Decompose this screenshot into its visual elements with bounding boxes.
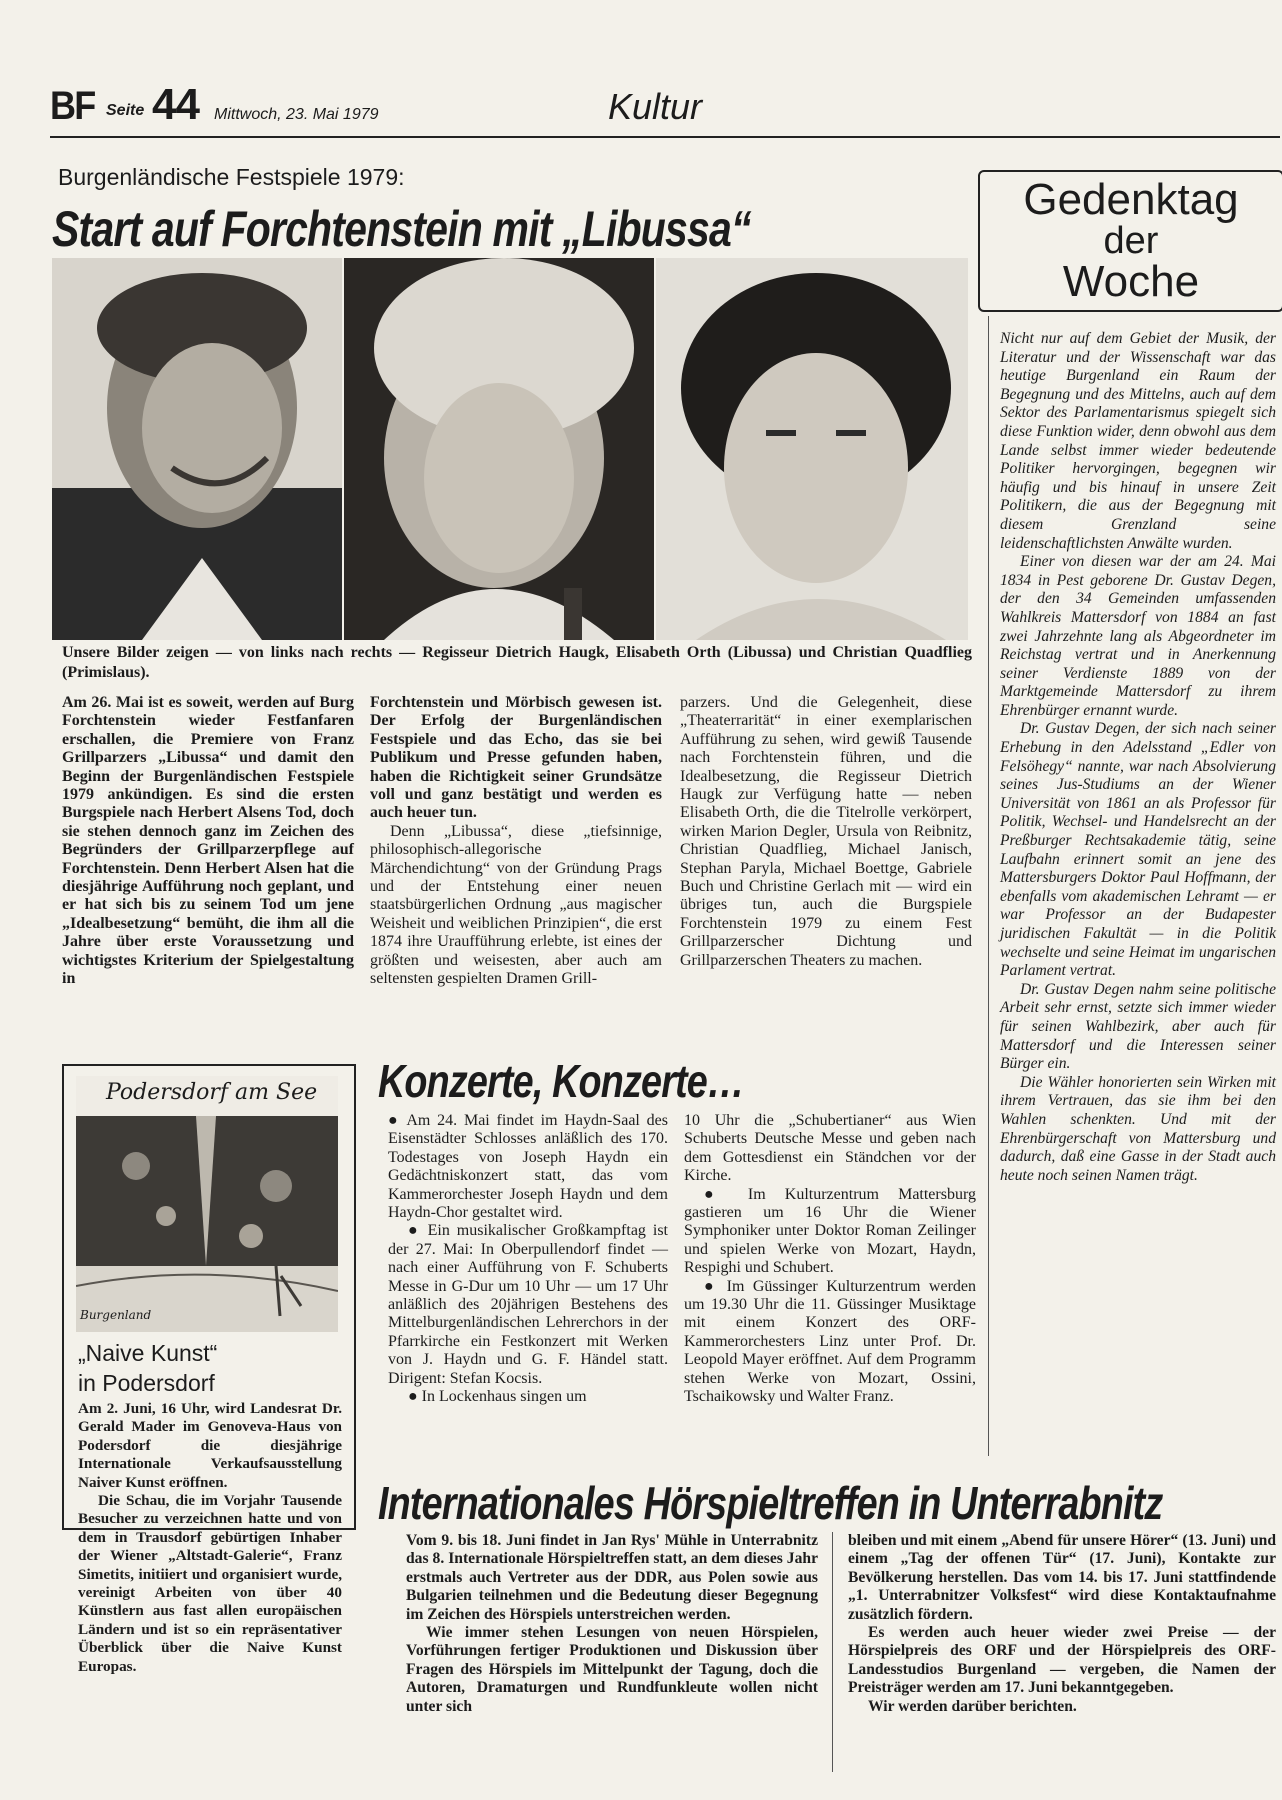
naive-kunst-title-line: „Naive Kunst“ — [78, 1340, 218, 1366]
naive-kunst-title — [78, 1338, 217, 1398]
naive-kunst-paragraph: Am 2. Juni, 16 Uhr, wird Landesrat Dr. Gerald Mader im Genoveva-Haus von Podersdorf die diesjährige Internationale Verkaufsausstellung Naiver Kunst eröffnen. — [78, 1400, 342, 1491]
konzerte-paragraph: ● In Lockenhaus singen um — [408, 1388, 587, 1406]
gedenktag-text — [1000, 330, 1276, 1185]
gedenktag-title-line: Gedenktag — [1023, 175, 1239, 224]
hoerspiel-paragraph: Es werden auch heuer wieder zwei Preise — der Hörspielpreis des ORF und der Hörspielpreis des ORF-Landesstudios Burgenland — vergeben, die Namen der Preisträger werden am 17. Juni bekanntgegeben. — [848, 1624, 1276, 1697]
lead-kicker: Burgenländische Festspiele 1979: — [58, 164, 405, 190]
gedenktag-title-box — [978, 170, 1282, 312]
photo-actor — [656, 258, 968, 640]
lead-column-2 — [370, 694, 662, 989]
lead-paragraph: Am 26. Mai ist es soweit, werden auf Burg Forchtenstein wieder Festfanfaren erschallen, die Premiere von Franz Grillparzers „Libussa“ und damit den Beginn der Burgenländischen Festspiele 1979 ankündigen. Es sind die ersten Burgspiele nach Herbert Alsens Tod, doch sie stehen dennoch ganz im Zeichen des Begründers der Grillparzerpflege auf Forchtenstein. Denn Herbert Alsen hat die diesjährige Aufführung noch geplant, und er hat sich bis zu seinem Tod um jene „Idealbesetzung“ bemüht, die ihm all die Jahre über erste Voraussetzung und wichtigstes Kriterium der Spielgestaltung in — [62, 694, 354, 988]
konzerte-paragraph: ● Am 24. Mai findet im Haydn-Saal des Eisenstädter Schlosses anläßlich des 170. Todestages von Joseph Haydn ein Gedächtniskonzert statt, das vom Kammerorchester Joseph Haydn und dem Haydn-Chor gestaltet wird. — [388, 1112, 668, 1222]
page-label: Seite — [106, 102, 145, 119]
photo-caption: Unsere Bilder zeigen — von links nach rechts — Regisseur Dietrich Haugk, Elisabeth Orth (Libussa) und Christian Quadflieg (Primislaus). — [62, 644, 972, 681]
column-divider — [832, 1532, 833, 1772]
gedenktag-title-line: Woche — [1062, 257, 1200, 306]
painting-signature: Burgenland — [80, 1308, 152, 1322]
hoerspiel-column-2 — [848, 1532, 1276, 1716]
hoerspiel-paragraph: bleiben und mit einem „Abend für unsere Hörer“ (13. Juni) und einem „Tag der offenen Tür“ (17. Juni), Kontakte zur Bevölkerung herstellen. Das vom 14. bis 17. Juni stattfindende „1. Unterrabnitzer Volksfest“ wird diese Kontaktaufnahme zusätzlich fördern. — [848, 1532, 1276, 1623]
lead-column-3 — [680, 694, 972, 970]
section-title: Kultur — [608, 86, 703, 127]
column-divider — [988, 316, 989, 1456]
lead-paragraph: Denn „Libussa“, diese „tiefsinnige, philosophisch-allegorische Märchendichtung“ von der Gründung Prags und der Entstehung einer neuen staatsbürgerlichen Ordnung „aus magischer Weisheit und weiblichen Prinzipien“, die erst 1874 ihre Uraufführung erlebte, ist eines der größten und weisesten, aber auch am seltensten gespielten Dramen Grill- — [370, 822, 662, 988]
masthead-rule — [50, 136, 1280, 138]
photo-actress — [344, 258, 654, 640]
konzerte-column-1 — [388, 1112, 668, 1407]
konzerte-paragraph: ● Im Güssinger Kulturzentrum werden um 19.30 Uhr die 11. Güssinger Musiktage mit einem Konzert des ORF-Kammerorchesters Linz unter Prof. Dr. Leopold Mayer eröffnet. Auf dem Programm stehen Werke von Mozart, Ossini, Tschaikowsky und Walter Franz. — [684, 1277, 976, 1406]
konzerte-paragraph: ● Im Kulturzentrum Mattersburg gastieren um 16 Uhr die Wiener Symphoniker unter Doktor Roman Zeilinger und spielen Werke von Mozart, Haydn, Respighi und Schubert. — [684, 1185, 976, 1277]
hoerspiel-paragraph: Wie immer stehen Lesungen von neuen Hörspielen, Vorführungen fertiger Produktionen und Diskussion über Fragen des Hörspiels im Mittelpunkt der Tagung, doch die Autoren, Dramaturgen und Rundfunkleute wollen nicht unter sich — [406, 1624, 818, 1715]
hoerspiel-column-1 — [406, 1532, 818, 1716]
page-number: 44 — [152, 80, 199, 129]
gedenktag-paragraph: Einer von diesen war der am 24. Mai 1834 in Pest geborene Dr. Gustav Degen, der den 34 Gemeinden umfassenden Wahlkreis Mattersdorf von 1884 an fast zwei Jahrzehnte lang als Abgeordneter im Reichstag vertrat und in Anerkennung seiner Verdienste 1889 von der Marktgemeinde Mattersdorf zu ihrem Ehrenbürger ernannt wurde. — [1000, 553, 1276, 719]
konzerte-headline: Konzerte, Konzerte… — [378, 1055, 744, 1107]
naive-kunst-title-line: in Podersdorf — [78, 1370, 215, 1396]
lead-paragraph: Forchtenstein und Mörbisch gewesen ist. Der Erfolg der Burgenländischen Festspiele und das Echo, das sie bei Publikum und Presse gefunden haben, haben die Richtigkeit seiner Grundsätze voll und ganz bestätigt und werden es auch heuer tun. — [370, 694, 662, 822]
painting-title: Podersdorf am See — [106, 1080, 318, 1105]
konzerte-column-2 — [684, 1112, 976, 1407]
hoerspiel-paragraph: Vom 9. bis 18. Juni findet in Jan Rys' Mühle in Unterrabnitz das 8. Internationale Hörspieltreffen statt, an dem dieses Jahr erstmals auch Vertreter aus der DDR, aus Polen sowie aus Bulgarien teilnehmen und die Bedeutung dieser Begegnung im Zeichen des Hörspiels unterstreichen werden. — [406, 1532, 818, 1623]
photo-director — [52, 258, 342, 640]
issue-date: Mittwoch, 23. Mai 1979 — [214, 106, 379, 123]
gedenktag-paragraph: Die Wähler honorierten sein Wirken mit ihrem Vertrauen, das sie ihm bei den Wahlen schenkten. Und mit der Ehrenbürgerschaft von Mattersburg und dadurch, daß eine Gasse in der Stadt auch heute noch seinen Namen trägt. — [1000, 1073, 1276, 1184]
gedenktag-paragraph: Dr. Gustav Degen, der sich nach seiner Erhebung in den Adelsstand „Edler von Felsöhegy“ nannte, war nach Absolvierung seines Jus-Studiums an der Wiener Universität von 1861 an als Professor für Politik, Wechsel- und Handelsrecht an der Preßburger Rechtsakademie tätig, seine Laufbahn erinnert somit an jene des Mattersburgers Doktor Paul Hoffmann, der ebenfalls vom akademischen Lehramt — er war Professor an der Budapester juridischen Fakultät — in die Politik wechselte und seine Heimat im ungarischen Parlament vertrat. — [1000, 720, 1276, 980]
hoerspiel-headline: Internationales Hörspieltreffen in Unterrabnitz — [378, 1477, 1163, 1529]
podersdorf-painting — [76, 1076, 338, 1332]
lead-headline: Start auf Forchtenstein mit „Libussa“ — [52, 201, 751, 257]
gedenktag-title-line: der — [1103, 220, 1159, 262]
lead-paragraph: parzers. Und die Gelegenheit, diese „Theaterrarität“ in einer exemplarischen Aufführung zu sehen, wird gewiß Tausende nach Forchtenstein führen, und die Idealbesetzung, die Regisseur Dietrich Haugk zur Verfügung hatte — neben Elisabeth Orth, die die Titelrolle verkörpert, wirken Marion Degler, Ursula von Reibnitz, Christian Quadflieg, Michael Janisch, Stephan Paryla, Michael Boettge, Gabriele Buch und Christine Gerlach mit — wird ein übriges tun, auch die Burgspiele Forchtenstein 1979 zu einem Fest Grillparzerscher Dichtung und Grillparzerschen Theaters zu machen. — [680, 694, 972, 969]
gedenktag-paragraph: Nicht nur auf dem Gebiet der Musik, der Literatur und der Wissenschaft war das heutige Burgenland ein Raum der Begegnung und des Mittelns, auch auf dem Sektor des Parlamentarismus spiegelt sich diese Funktion wider, denn obwohl aus dem Lande selbst immer wieder bedeutende Politiker hervorgingen, begegnen wir häufig und bis hinauf in unsere Zeit Politikern, die aus der Begegnung mit diesem Grenzland seine leidenschaftlichsten Anwälte wurden. — [1000, 330, 1276, 552]
gedenktag-paragraph: Dr. Gustav Degen nahm seine politische Arbeit sehr ernst, setzte sich immer wieder für seinen Wahlbezirk, aber auch für Mattersdorf und die Interessen seiner Bürger ein. — [1000, 980, 1276, 1073]
newspaper-logo: BF — [50, 84, 95, 128]
lead-column-1 — [62, 694, 354, 989]
naive-kunst-text — [78, 1400, 342, 1676]
hoerspiel-paragraph: Wir werden darüber berichten. — [868, 1697, 1077, 1715]
konzerte-paragraph: ● Ein musikalischer Großkampftag ist der 27. Mai: In Oberpullendorf findet — nach einer Aufführung von F. Schuberts Messe in G-Dur um 10 Uhr — um 17 Uhr anläßlich des 20jährigen Bestehens des Mittelburgenländischen Lehrerchors in der Pfarrkirche ein Festkonzert mit Werken von J. Haydn und G. F. Händel statt. Dirigent: Stefan Kocsis. — [388, 1222, 668, 1387]
naive-kunst-paragraph: Die Schau, die im Vorjahr Tausende Besucher zu verzeichnen hatte und von dem in Trausdorf gebürtigen Inhaber der Wiener „Altstadt-Galerie“, Franz Simetits, initiiert und organisiert wurde, vereinigt Arbeiten von über 40 Künstlern aus fast allen europäischen Ländern und ist so ein repräsentativer Überblick über die Naive Kunst Europas. — [78, 1492, 342, 1675]
konzerte-paragraph: 10 Uhr die „Schubertianer“ aus Wien Schuberts Deutsche Messe und geben nach dem Gottesdienst ein Ständchen vor der Kirche. — [684, 1112, 976, 1185]
